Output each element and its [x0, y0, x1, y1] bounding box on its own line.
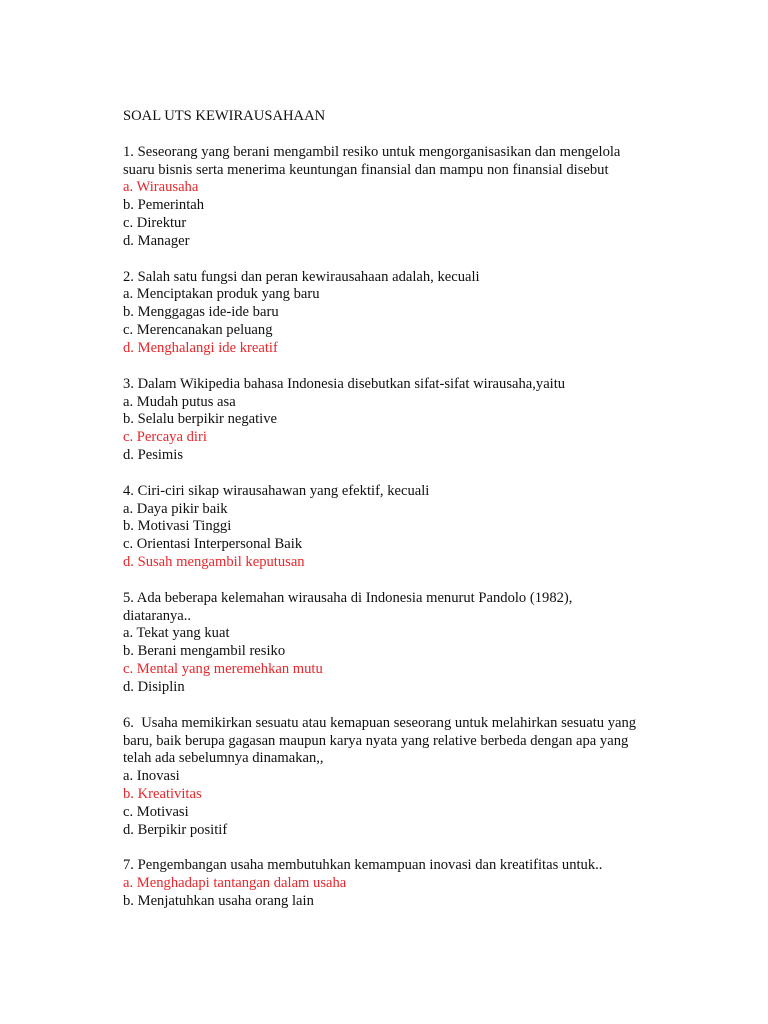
question-text-line: 1. Seseorang yang berani mengambil resiko untuk mengorganisasikan dan mengelola — [123, 143, 621, 160]
question-list — [123, 144, 743, 911]
answer-option: d. Pesimis — [123, 447, 184, 464]
question-text-line: suaru bisnis serta menerima keuntungan finansial dan mampu non finansial disebut — [123, 161, 609, 178]
question-text-line: baru, baik berupa gagasan maupun karya nyata yang relative berbeda dengan apa yang — [123, 732, 629, 749]
answer-option-correct: d. Susah mengambil keputusan — [123, 554, 305, 571]
answer-option: b. Pemerintah — [123, 197, 205, 214]
question-block — [123, 376, 743, 465]
answer-option: c. Direktur — [123, 215, 187, 232]
question-text-line: 7. Pengembangan usaha membutuhkan kemampuan inovasi dan kreatifitas untuk.. — [123, 857, 603, 874]
question-text-line: diataranya.. — [123, 607, 192, 624]
answer-option-correct: a. Menghadapi tantangan dalam usaha — [123, 875, 347, 892]
document-title: SOAL UTS KEWIRAUSAHAAN — [123, 108, 326, 124]
answer-option: c. Merencanakan peluang — [123, 322, 273, 339]
question-block — [123, 269, 743, 358]
question-block — [123, 857, 743, 911]
question-text-line: telah ada sebelumnya dinamakan,, — [123, 750, 324, 767]
answer-option: a. Daya pikir baik — [123, 500, 228, 517]
question-block — [123, 715, 743, 840]
document-page — [123, 108, 743, 929]
answer-option: b. Menggagas ide-ide baru — [123, 304, 279, 321]
question-block — [123, 483, 743, 572]
question-block — [123, 144, 743, 251]
answer-option-correct: a. Wirausaha — [123, 179, 199, 196]
answer-option: d. Disiplin — [123, 679, 185, 695]
answer-option: a. Mudah putus asa — [123, 393, 236, 410]
question-text-line: 5. Ada beberapa kelemahan wirausaha di Indonesia menurut Pandolo (1982), — [123, 589, 573, 606]
answer-option: b. Motivasi Tinggi — [123, 518, 232, 535]
answer-option: d. Manager — [123, 232, 190, 249]
answer-option: b. Berani mengambil resiko — [123, 643, 286, 660]
answer-option: d. Berpikir positif — [123, 821, 228, 838]
answer-option-correct: b. Kreativitas — [123, 786, 202, 803]
answer-option-correct: c. Mental yang meremehkan mutu — [123, 661, 323, 678]
answer-option: a. Tekat yang kuat — [123, 625, 230, 642]
answer-option: b. Selalu berpikir negative — [123, 411, 277, 428]
answer-option: a. Inovasi — [123, 768, 180, 785]
question-text-line: 6. Usaha memikirkan sesuatu atau kemapuan seseorang untuk melahirkan sesuatu yang — [123, 714, 637, 731]
answer-option: a. Menciptakan produk yang baru — [123, 286, 320, 303]
question-text-line: 4. Ciri-ciri sikap wirausahawan yang efektif, kecuali — [123, 482, 430, 499]
answer-option: c. Orientasi Interpersonal Baik — [123, 536, 303, 553]
question-text-line: 2. Salah satu fungsi dan peran kewirausahaan adalah, kecuali — [123, 268, 480, 285]
question-text-line: 3. Dalam Wikipedia bahasa Indonesia disebutkan sifat-sifat wirausaha,yaitu — [123, 375, 566, 392]
answer-option: c. Motivasi — [123, 803, 189, 820]
answer-option-correct: c. Percaya diri — [123, 429, 207, 446]
answer-option-correct: d. Menghalangi ide kreatif — [123, 339, 278, 356]
answer-option: b. Menjatuhkan usaha orang lain — [123, 893, 314, 910]
question-block — [123, 590, 743, 697]
